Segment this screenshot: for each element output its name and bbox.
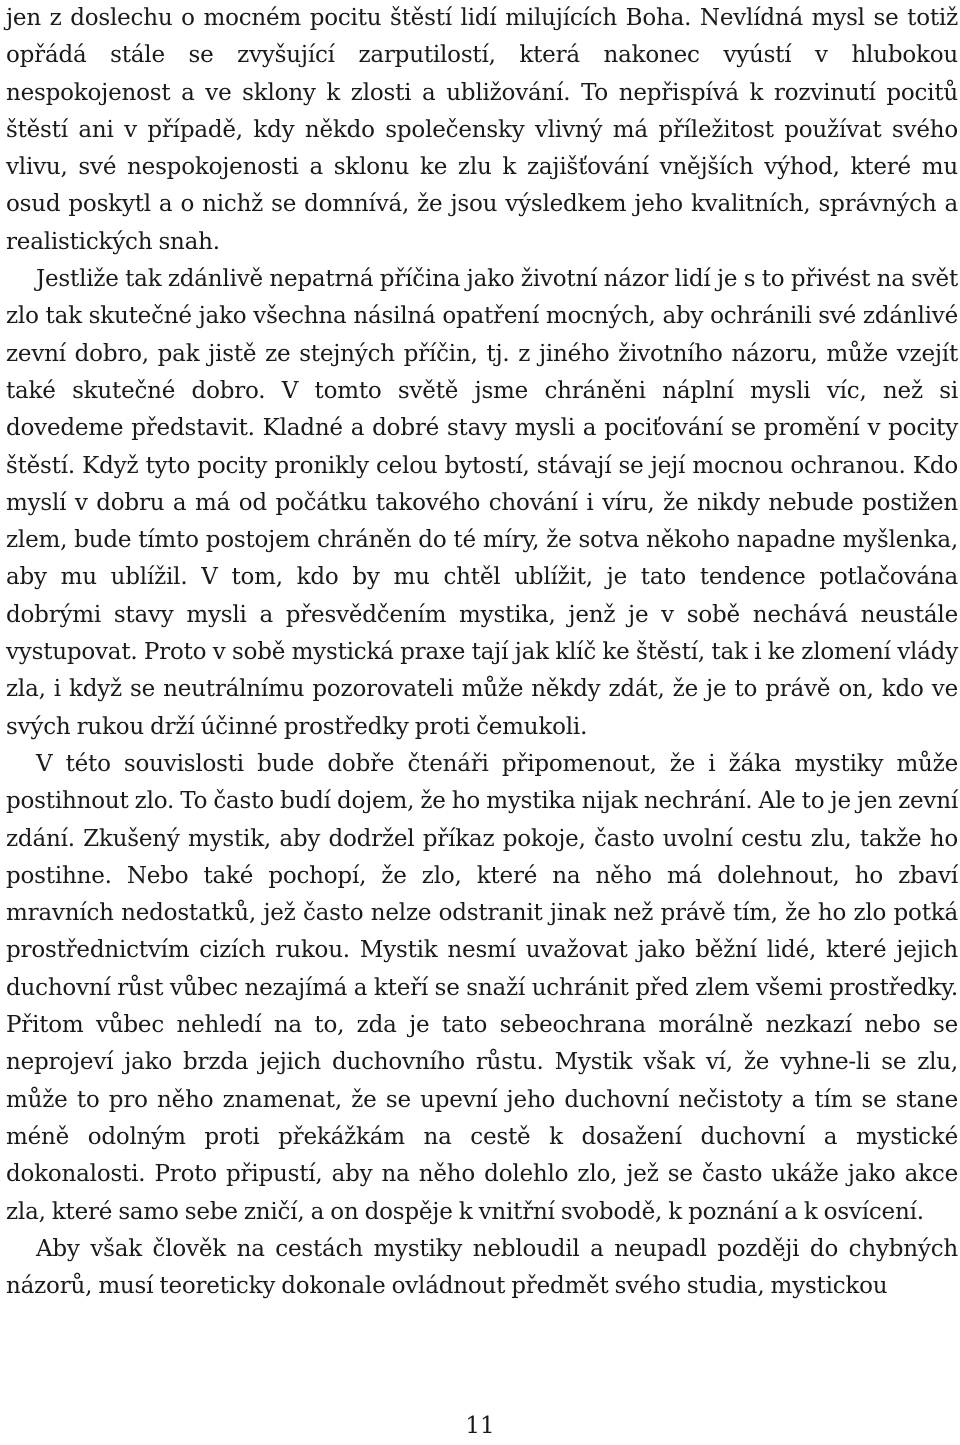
paragraph-3: V této souvislosti bude dobře čtenáři připomenout, že i žáka mystiky může postihnout zlo. To často budí dojem, že ho mystika nijak nechrání. Ale to je jen zevní zdání. Zkušený mystik, aby dodržel příkaz pokoje, často uvolní cestu zlu, takže ho postihne. Nebo také pochopí, že zlo, které na něho má dolehnout, ho zbaví mravních nedostatků, jež často nelze odstranit jinak než právě tím, že ho zlo potká prostřednictvím cizích rukou. Mystik nesmí uvažovat jako běžní lidé, které jejich duchovní růst vůbec nezajímá a kteří se snaží uchránit před zlem všemi prostředky. Přitom vůbec nehledí na to, zda je tato sebeochrana morálně nezkazí nebo se neprojeví jako brzda jejich duchovního růstu. Mystik však ví, že vyhne-li se zlu, může to pro něho znamenat, že se upevní jeho duchovní nečistoty a tím se stane méně odolným proti překážkám na cestě k dosažení duchovní a mystické dokonalosti. Proto připustí, aby na něho dolehlo zlo, jež se často ukáže jako akce zla, které samo sebe zničí, a on dospěje k vnitřní svobodě, k poznání a k osvícení. bbox=[6, 750, 958, 1225]
page-body bbox=[6, 0, 958, 1305]
paragraph-2: Jestliže tak zdánlivě nepatrná příčina jako životní názor lidí je s to přivést na svět zlo tak skutečné jako všechna násilná opatření mocných, aby ochránili své zdánlivé zevní dobro, pak jistě ze stejných příčin, tj. z jiného životního názoru, může vzejít také skutečné dobro. V tomto světě jsme chráněni náplní mysli víc, než si dovedeme představit. Kladné a dobré stavy mysli a pociťování se promění v pocity štěstí. Když tyto pocity pronikly celou bytostí, stávají se její mocnou ochranou. Kdo myslí v dobru a má od počátku takového chování i víru, že nikdy nebude postižen zlem, bude tímto postojem chráněn do té míry, že sotva někoho napadne myšlenka, aby mu ublížil. V tom, kdo by mu chtěl ublížit, je tato tendence potlačována dobrými stavy mysli a přesvědčením mystika, jenž je v sobě nechává neustále vystupovat. Proto v sobě mystická praxe tají jak klíč ke štěstí, tak i ke zlomení vlády zla, i když se neutrálnímu pozorovateli může někdy zdát, že je to právě on, kdo ve svých rukou drží účinné prostředky proti čemukoli. bbox=[6, 266, 958, 740]
page-number: 11 bbox=[465, 1413, 495, 1439]
paragraph-4: Aby však člověk na cestách mystiky nebloudil a neupadl později do chybných názorů, musí teoreticky dokonale ovládnout předmět svého studia, mystickou bbox=[6, 1235, 958, 1300]
paragraph-1: jen z doslechu o mocném pocitu štěstí lidí milujících Boha. Nevlídná mysl se totiž opřádá stále se zvyšující zarputilostí, která nakonec vyústí v hlubokou nespokojenost a ve sklony k zlosti a ubližování. To nepřispívá k rozvinutí pocitů štěstí ani v případě, kdy někdo společensky vlivný má příležitost používat svého vlivu, své nespokojenosti a sklonu ke zlu k zajišťování vnějších výhod, které mu osud poskytl a o nichž se domnívá, že jsou výsledkem jeho kvalitních, správných a realistických snah. bbox=[6, 5, 958, 255]
